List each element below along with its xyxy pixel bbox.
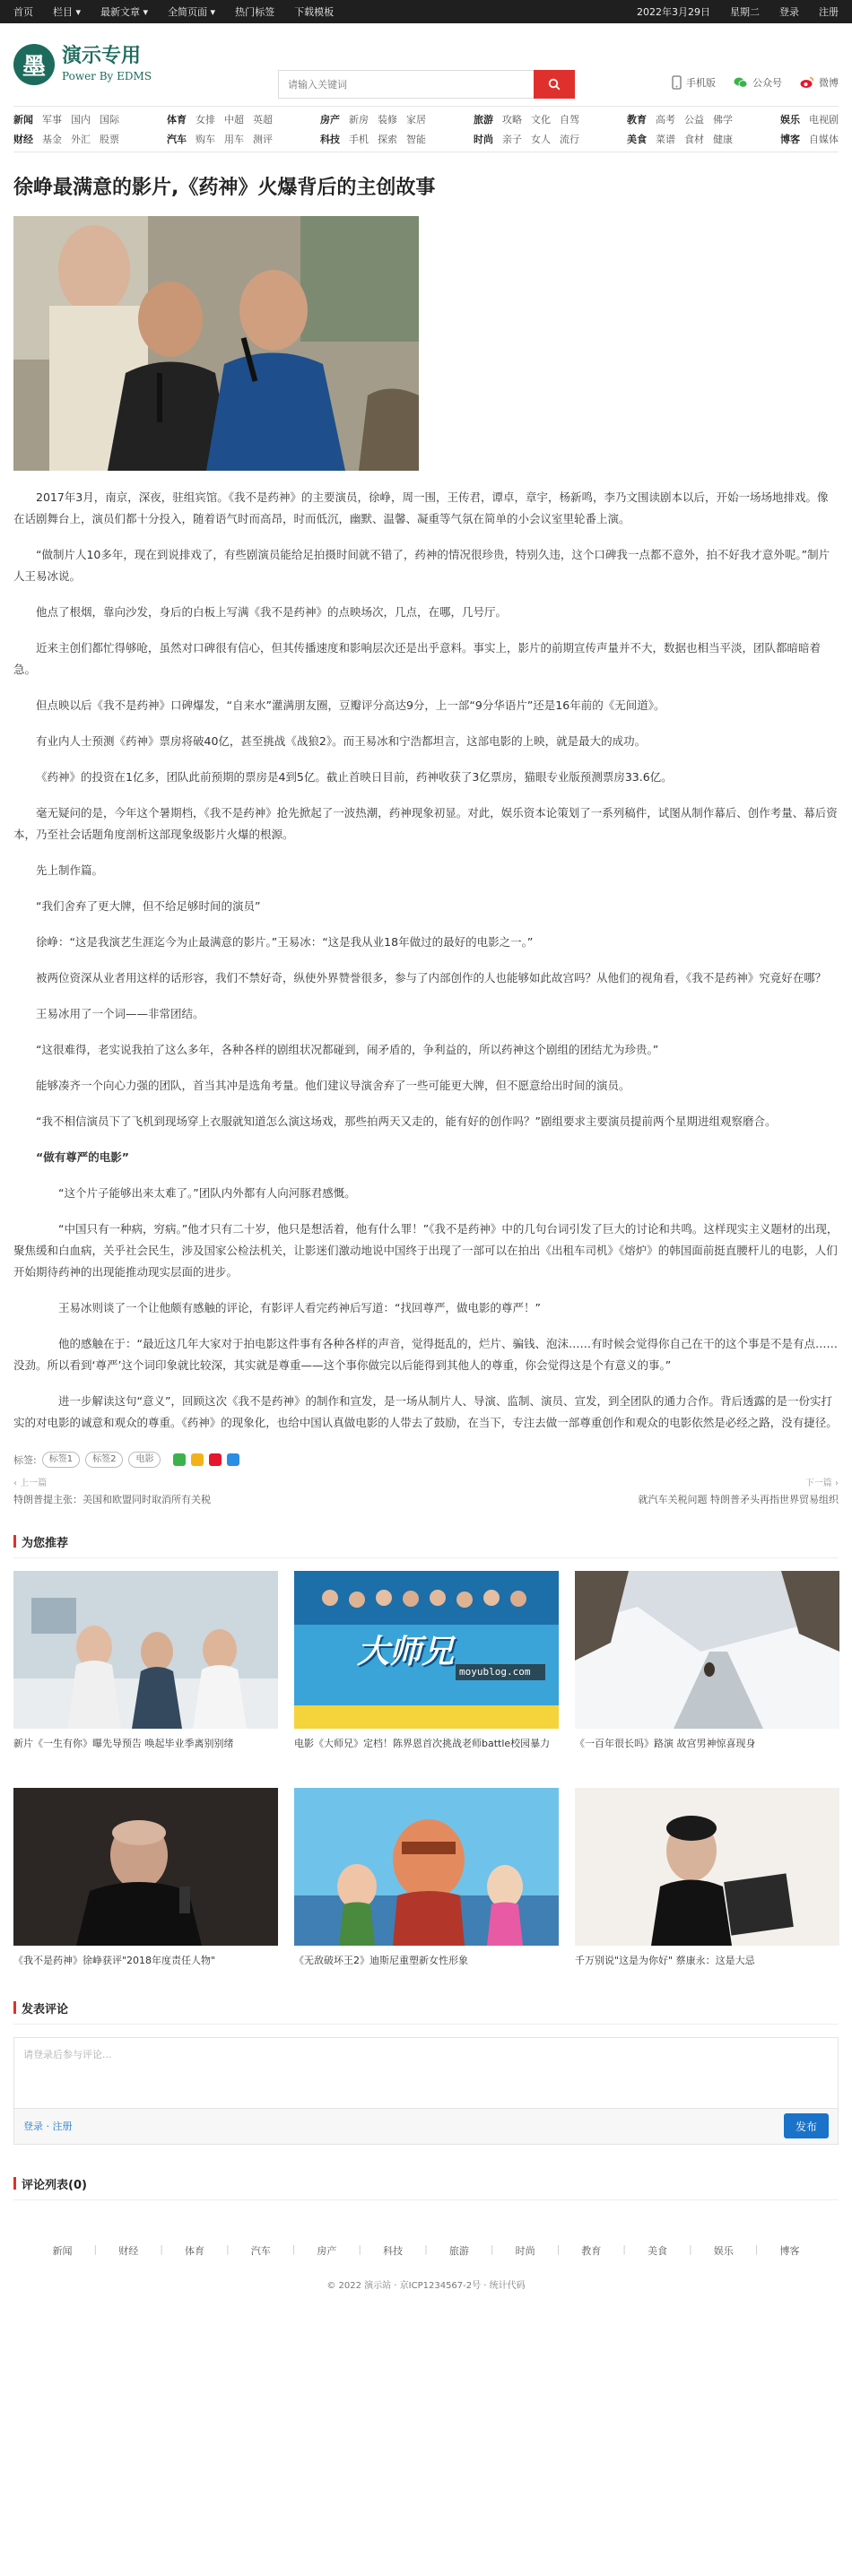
section-accent-bar <box>13 2001 16 2014</box>
nav-group <box>627 112 733 146</box>
footer-nav <box>0 2243 852 2258</box>
footer-divider: | <box>689 2242 692 2255</box>
nav-subcategory[interactable]: 智能 <box>406 134 426 145</box>
footer-link[interactable]: 房产 <box>317 2244 337 2257</box>
article-paragraph: 能够凑齐一个向心力强的团队，首当其冲是选角考量。他们建议导演舍弃了一些可能更大牌，但不愿意给出时间的演员。 <box>36 1078 630 1092</box>
prev-next-nav <box>13 1475 839 1506</box>
nav-subcategory[interactable]: 基金 <box>42 134 62 145</box>
nav-category[interactable]: 时尚 <box>474 134 493 145</box>
recommend-section-header <box>13 1533 839 1558</box>
copyright: © 2022 演示站 · 京ICP1234567-2号 · 统计代码 <box>326 2280 526 2291</box>
next-article-link[interactable]: 就汽车关税问题 特朗普矛头再指世界贸易组织 <box>638 1493 839 1505</box>
article-paragraph: “做制片人10多年，现在到说排戏了，有些剧演员能给足拍摄时间就不错了，药神的情况很珍贵，特别久违，这个口碑我一点都不意外，拍不好我才意外呢。”制片人王易冰说。 <box>13 547 830 583</box>
footer-divider: | <box>225 2242 230 2255</box>
nav-category[interactable]: 博客 <box>780 134 800 145</box>
nav-subcategory[interactable]: 女人 <box>531 134 551 145</box>
article-hero-image <box>13 216 419 471</box>
recommend-grid <box>13 1571 839 1989</box>
recommend-thumbnail <box>13 1788 278 1946</box>
article-body <box>13 487 839 1434</box>
nav-subcategory[interactable]: 手机 <box>349 134 369 145</box>
weibo-link[interactable] <box>800 75 839 90</box>
tag-bar <box>13 1448 839 1471</box>
comment-login-link[interactable]: 登录 <box>23 2121 43 2133</box>
article-paragraph: 有业内人士预测《药神》票房将破40亿，甚至挑战《战狼2》。而王易冰和宁浩都坦言，这部电影的上映，就是最大的成功。 <box>36 733 647 748</box>
article-paragraph: 被两位资深从业者用这样的话形容，我们不禁好奇，纵使外界赞誉很多，参与了内部创作的人也能够如此故宫吗？从他们的视角看，《我不是药神》究竟好在哪？ <box>36 970 827 984</box>
nav-category[interactable]: 教育 <box>627 114 647 126</box>
nav-row <box>320 132 426 146</box>
recommend-card[interactable] <box>13 1788 278 1989</box>
nav-subcategory[interactable]: 健康 <box>713 134 733 145</box>
recommend-card[interactable] <box>575 1571 839 1772</box>
top-bar-menu <box>13 4 334 19</box>
site-header <box>0 23 852 106</box>
nav-category[interactable]: 旅游 <box>474 114 493 126</box>
nav-row <box>627 132 733 146</box>
top-bar <box>0 0 852 23</box>
footer-link[interactable]: 美食 <box>648 2244 668 2257</box>
recommend-thumbnail <box>294 1788 559 1946</box>
comment-list-header <box>13 2175 839 2200</box>
nav-subcategory[interactable]: 自驾 <box>560 114 579 126</box>
nav-subcategory[interactable]: 国内 <box>71 114 91 126</box>
nav-subcategory[interactable]: 电视剧 <box>809 114 839 126</box>
nav-category[interactable]: 科技 <box>320 134 340 145</box>
comment-placeholder: 请登录后参与评论... <box>23 2048 112 2060</box>
article-paragraph: “这个片子能够出来太难了。”团队内外都有人向河豚君感慨。 <box>58 1185 356 1200</box>
footer-link[interactable]: 汽车 <box>250 2244 271 2257</box>
comment-actions <box>13 2109 839 2145</box>
recommend-caption: 《一百年很长吗》路演 故宫男神惊喜现身 <box>575 1737 756 1749</box>
article-paragraph: 先上制作篇。 <box>36 863 104 877</box>
article-paragraph: 近来主创们都忙得够呛，虽然对口碑很有信心，但其传播速度和影响层次还是出乎意料。事实上，影片的前期宣传声量并不大，数据也相当平淡，团队都暗暗着急。 <box>13 640 822 676</box>
nav-subcategory[interactable]: 军事 <box>42 114 62 126</box>
top-menu-item[interactable]: 栏目 ▾ <box>53 6 82 18</box>
nav-row <box>474 112 579 126</box>
wechat-link[interactable] <box>734 75 782 90</box>
nav-row <box>627 112 733 126</box>
nav-category[interactable]: 房产 <box>320 114 340 126</box>
nav-subcategory[interactable]: 公益 <box>684 114 704 126</box>
footer-link[interactable]: 娱乐 <box>713 2244 734 2257</box>
nav-row <box>13 112 119 126</box>
nav-group <box>474 112 579 146</box>
weibo-icon <box>800 76 814 89</box>
share-qzone-icon[interactable] <box>191 1453 204 1466</box>
nav-subcategory[interactable]: 自媒体 <box>809 134 839 145</box>
footer-divider: | <box>424 2242 428 2255</box>
article-paragraph: 2017年3月，南京，深夜，驻组宾馆。《我不是药神》的主要演员，徐峥，周一围，王传君，谭卓，章宇，杨新鸣，李乃文围读剧本以后，开始一场场地排戏。像在话剧舞台上，演员们都十分投入，随着语气时而高昂，时而低沉，幽默、温馨、凝重等气氛在简单的小会议室里轮番上演。 <box>13 490 829 525</box>
top-menu-item[interactable]: 首页 <box>13 6 33 18</box>
login-link[interactable]: 登录 <box>779 6 799 18</box>
nav-subcategory[interactable]: 佛学 <box>713 114 733 126</box>
tag-pill[interactable]: 标签2 <box>85 1452 123 1468</box>
recommend-image-title: 大师兄 <box>357 1633 455 1670</box>
logo-name: 演示专用 <box>62 45 142 67</box>
share-weibo-icon[interactable] <box>209 1453 222 1466</box>
article-paragraph: 进一步解读这句“意义”，回顾这次《我不是药神》的制作和宣发，是一场从制片人、导演、监制、演员、宣发，到全团队的通力合作。背后透露的是一份实打实的对电影的诚意和观众的尊重。《药神》的现象化，也给中国认真做电影的人带去了鼓励，在当下，专注去做一部尊重创作和观众的电影依然是必经之路，没有捷径。 <box>13 1393 838 1429</box>
article-paragraph: 《药神》的投资在1亿多，团队此前预期的票房是4到5亿。截止首映日目前，药神收获了3亿票房，猫眼专业版预测票房33.6亿。 <box>36 769 673 784</box>
footer-divider: | <box>754 2242 759 2255</box>
footer-divider: | <box>93 2242 98 2255</box>
prev-article-link[interactable]: 特朗普提主张：美国和欧盟同时取消所有关税 <box>13 1493 211 1505</box>
recommend-caption: 《无敌破坏王2》迪斯尼重塑新女性形象 <box>294 1954 468 1966</box>
nav-category[interactable]: 体育 <box>167 114 187 126</box>
current-date: 2022年3月29日 <box>637 6 710 18</box>
section-accent-bar <box>13 2177 16 2190</box>
share-wechat-icon[interactable] <box>173 1453 186 1466</box>
search-icon <box>548 78 561 91</box>
nav-row <box>474 132 579 146</box>
footer-divider: | <box>622 2242 627 2255</box>
nav-subcategory[interactable]: 菜谱 <box>656 134 675 145</box>
nav-subcategory[interactable]: 英超 <box>253 114 273 126</box>
nav-subcategory[interactable]: 亲子 <box>502 134 522 145</box>
footer-link[interactable]: 新闻 <box>52 2244 73 2257</box>
nav-row <box>167 112 273 126</box>
footer-link[interactable]: 教育 <box>581 2244 602 2257</box>
nav-subcategory[interactable]: 外汇 <box>71 134 91 145</box>
footer-link[interactable]: 财经 <box>118 2244 139 2257</box>
nav-category[interactable]: 汽车 <box>167 134 187 145</box>
nav-row <box>13 132 119 146</box>
nav-group <box>13 112 119 146</box>
current-weekday: 星期二 <box>730 6 760 18</box>
comment-textarea[interactable] <box>13 2037 839 2109</box>
nav-category[interactable]: 美食 <box>627 134 647 145</box>
recommend-thumbnail <box>575 1788 839 1946</box>
prev-label: ‹ 上一篇 <box>13 1478 48 1488</box>
hero-photo <box>13 216 419 471</box>
nav-subcategory[interactable]: 探索 <box>378 134 397 145</box>
nav-row <box>780 132 839 146</box>
nav-subcategory[interactable]: 女排 <box>196 114 215 126</box>
top-menu-item[interactable]: 下载模板 <box>294 6 335 18</box>
nav-subcategory[interactable]: 食材 <box>684 134 704 145</box>
footer-divider: | <box>160 2242 163 2255</box>
footer-divider: | <box>291 2242 296 2255</box>
nav-category[interactable]: 新闻 <box>13 114 33 126</box>
nav-subcategory[interactable]: 国际 <box>100 114 119 126</box>
article-paragraph: “中国只有一种病，穷病。”他才只有二十岁，他只是想活着，他有什么罪！”《我不是药神》中的几句台词引发了巨大的讨论和共鸣。这样现实主义题材的出现，聚焦缓和白血病，关乎社会民生，涉及国家公检法机关，让影迷们激动地说中国终于出现了一部可以在拍出《出租车司机》《熔炉》的韩国面前挺直腰杆儿的电影，人们开始期待药神的出现能推动现实层面的进步。 <box>13 1221 839 1279</box>
site-logo[interactable] <box>13 44 152 85</box>
article-paragraph: 但点映以后《我不是药神》口碑爆发，“自来水”灌满朋友圈，豆瓣评分高达9分，上一部“9分华语片”还是16年前的《无间道》。 <box>36 698 665 712</box>
comment-section-header <box>13 1999 839 2025</box>
nav-category[interactable]: 娱乐 <box>780 114 800 126</box>
recommend-thumbnail <box>294 1571 559 1729</box>
recommend-thumbnail <box>575 1571 839 1729</box>
nav-subcategory[interactable]: 文化 <box>531 114 551 126</box>
comment-submit-button[interactable]: 发布 <box>784 2113 829 2138</box>
footer-link[interactable]: 旅游 <box>448 2244 469 2257</box>
nav-subcategory[interactable]: 攻略 <box>502 114 522 126</box>
recommend-title: 为您推荐 <box>22 1536 69 1550</box>
nav-row <box>320 112 426 126</box>
top-menu-item[interactable]: 全简页面 ▾ <box>168 6 216 18</box>
tags-label: 标签: <box>13 1453 37 1466</box>
recommend-card[interactable] <box>575 1788 839 1989</box>
article-paragraph: 他点了根烟，靠向沙发，身后的白板上写满《我不是药神》的点映场次，几点，在哪，几号厅。 <box>36 604 508 619</box>
article-paragraph: 他的感触在于：“最近这几年大家对于拍电影这件事有各种各样的声音，觉得挺乱的，烂片、骗钱、泡沫……有时候会觉得你自己在干的这个事是不是有点……没劲。所以看到‘尊严’这个词印象就比较深，其实就是尊重——这个事你做完以后能得到其他人的尊重，你会觉得这是个有意义的事。” <box>13 1336 838 1372</box>
weibo-label: 微博 <box>819 77 839 89</box>
recommend-caption: 《我不是药神》徐峥获评"2018年度责任人物" <box>13 1954 216 1966</box>
footer-link[interactable]: 科技 <box>383 2244 404 2257</box>
wechat-label: 公众号 <box>752 77 782 89</box>
recommend-card[interactable] <box>13 1571 278 1772</box>
footer-link[interactable]: 时尚 <box>515 2244 535 2257</box>
article-paragraph: 徐峥：“这是我演艺生涯迄今为止最满意的影片。”王易冰：“这是我从业18年做过的最好的电影之一。” <box>36 934 534 949</box>
nav-subcategory[interactable]: 购车 <box>196 134 215 145</box>
mobile-version-link[interactable] <box>672 75 716 90</box>
footer-divider: | <box>490 2242 494 2255</box>
nav-subcategory[interactable]: 装修 <box>378 114 397 126</box>
search-input[interactable] <box>278 70 534 99</box>
recommend-card[interactable] <box>294 1788 559 1989</box>
recommend-caption: 电影《大师兄》定档！陈界恩首次挑战老师battle校园暴力 <box>294 1737 551 1749</box>
phone-icon <box>672 75 682 90</box>
nav-group <box>167 112 273 146</box>
nav-group <box>780 112 839 146</box>
tag-pill[interactable]: 标签1 <box>42 1452 80 1468</box>
nav-row <box>780 112 839 126</box>
next-label: 下一篇 › <box>804 1478 839 1488</box>
comment-list-title: 评论列表(0) <box>22 2178 87 2192</box>
nav-subcategory[interactable]: 股票 <box>100 134 119 145</box>
mobile-version-label: 手机版 <box>686 77 716 89</box>
top-menu-item[interactable]: 最新文章 ▾ <box>100 6 149 18</box>
comment-separator: · <box>46 2121 49 2133</box>
nav-subcategory[interactable]: 用车 <box>224 134 244 145</box>
recommend-caption: 新片《一生有你》曝先导预告 唤起毕业季离别别绪 <box>13 1737 234 1749</box>
article-paragraph: 王易冰则谈了一个让他颇有感触的评论，有影评人看完药神后写道：“找回尊严，做电影的尊严！” <box>58 1300 541 1314</box>
recommend-watermark: moyublog.com <box>459 1665 531 1678</box>
article-paragraph: “我们舍弃了更大牌，但不给足够时间的演员” <box>36 898 261 913</box>
recommend-thumbnail <box>13 1571 278 1729</box>
article-paragraph: 毫无疑问的是，今年这个暑期档，《我不是药神》抢先掀起了一波热潮，药神现象初显。对此，娱乐资本论策划了一系列稿件，试图从制作幕后、创作考量、幕后资本，乃至社会话题角度剖析这部现象级影片火爆的根源。 <box>13 805 838 841</box>
nav-subcategory[interactable]: 家居 <box>406 114 426 126</box>
share-qq-icon[interactable] <box>227 1453 239 1466</box>
nav-subcategory[interactable]: 流行 <box>560 134 579 145</box>
recommend-caption: 千万别说"这是为你好" 蔡康永：这是大忌 <box>575 1954 755 1966</box>
nav-subcategory[interactable]: 测评 <box>253 134 273 145</box>
article-paragraph: “这很难得，老实说我拍了这么多年，各种各样的剧组状况都碰到，闹矛盾的，争利益的，所以药神这个剧组的团结尤为珍贵。” <box>36 1042 659 1056</box>
nav-category[interactable]: 财经 <box>13 134 33 145</box>
top-menu-item[interactable]: 热门标签 <box>235 6 275 18</box>
nav-row <box>167 132 273 146</box>
article-paragraph: “我不相信演员下了飞机到现场穿上衣服就知道怎么演这场戏，那些拍两天又走的，能有好的创作吗？”剧组要求主要演员提前两个星期进组观察磨合。 <box>36 1114 777 1128</box>
footer-divider: | <box>556 2242 561 2255</box>
section-accent-bar <box>13 1535 16 1548</box>
logo-mark: 墨 <box>13 44 55 85</box>
comment-title: 发表评论 <box>22 2002 69 2017</box>
search-bar <box>278 70 575 99</box>
footer-link[interactable]: 博客 <box>779 2244 800 2257</box>
nav-subcategory[interactable]: 高考 <box>656 114 675 126</box>
recommend-card[interactable] <box>294 1571 559 1772</box>
nav-subcategory[interactable]: 中超 <box>224 114 244 126</box>
wechat-icon <box>734 76 748 89</box>
footer-divider: | <box>358 2242 362 2255</box>
register-link[interactable]: 注册 <box>819 6 839 18</box>
search-button[interactable] <box>534 70 575 99</box>
article-title: 徐峥最满意的影片,《药神》火爆背后的主创故事 <box>13 177 436 199</box>
comment-register-link[interactable]: 注册 <box>52 2121 73 2133</box>
article-paragraph: 王易冰用了一个词——非常团结。 <box>36 1006 204 1020</box>
article-subheading: “做有尊严的电影” <box>36 1149 129 1164</box>
logo-subtitle: Power By EDMS <box>62 70 152 82</box>
category-nav <box>13 106 839 152</box>
tag-pill[interactable]: 电影 <box>128 1452 161 1468</box>
footer-link[interactable]: 体育 <box>184 2244 204 2257</box>
nav-subcategory[interactable]: 新房 <box>349 114 369 126</box>
nav-group <box>320 112 426 146</box>
